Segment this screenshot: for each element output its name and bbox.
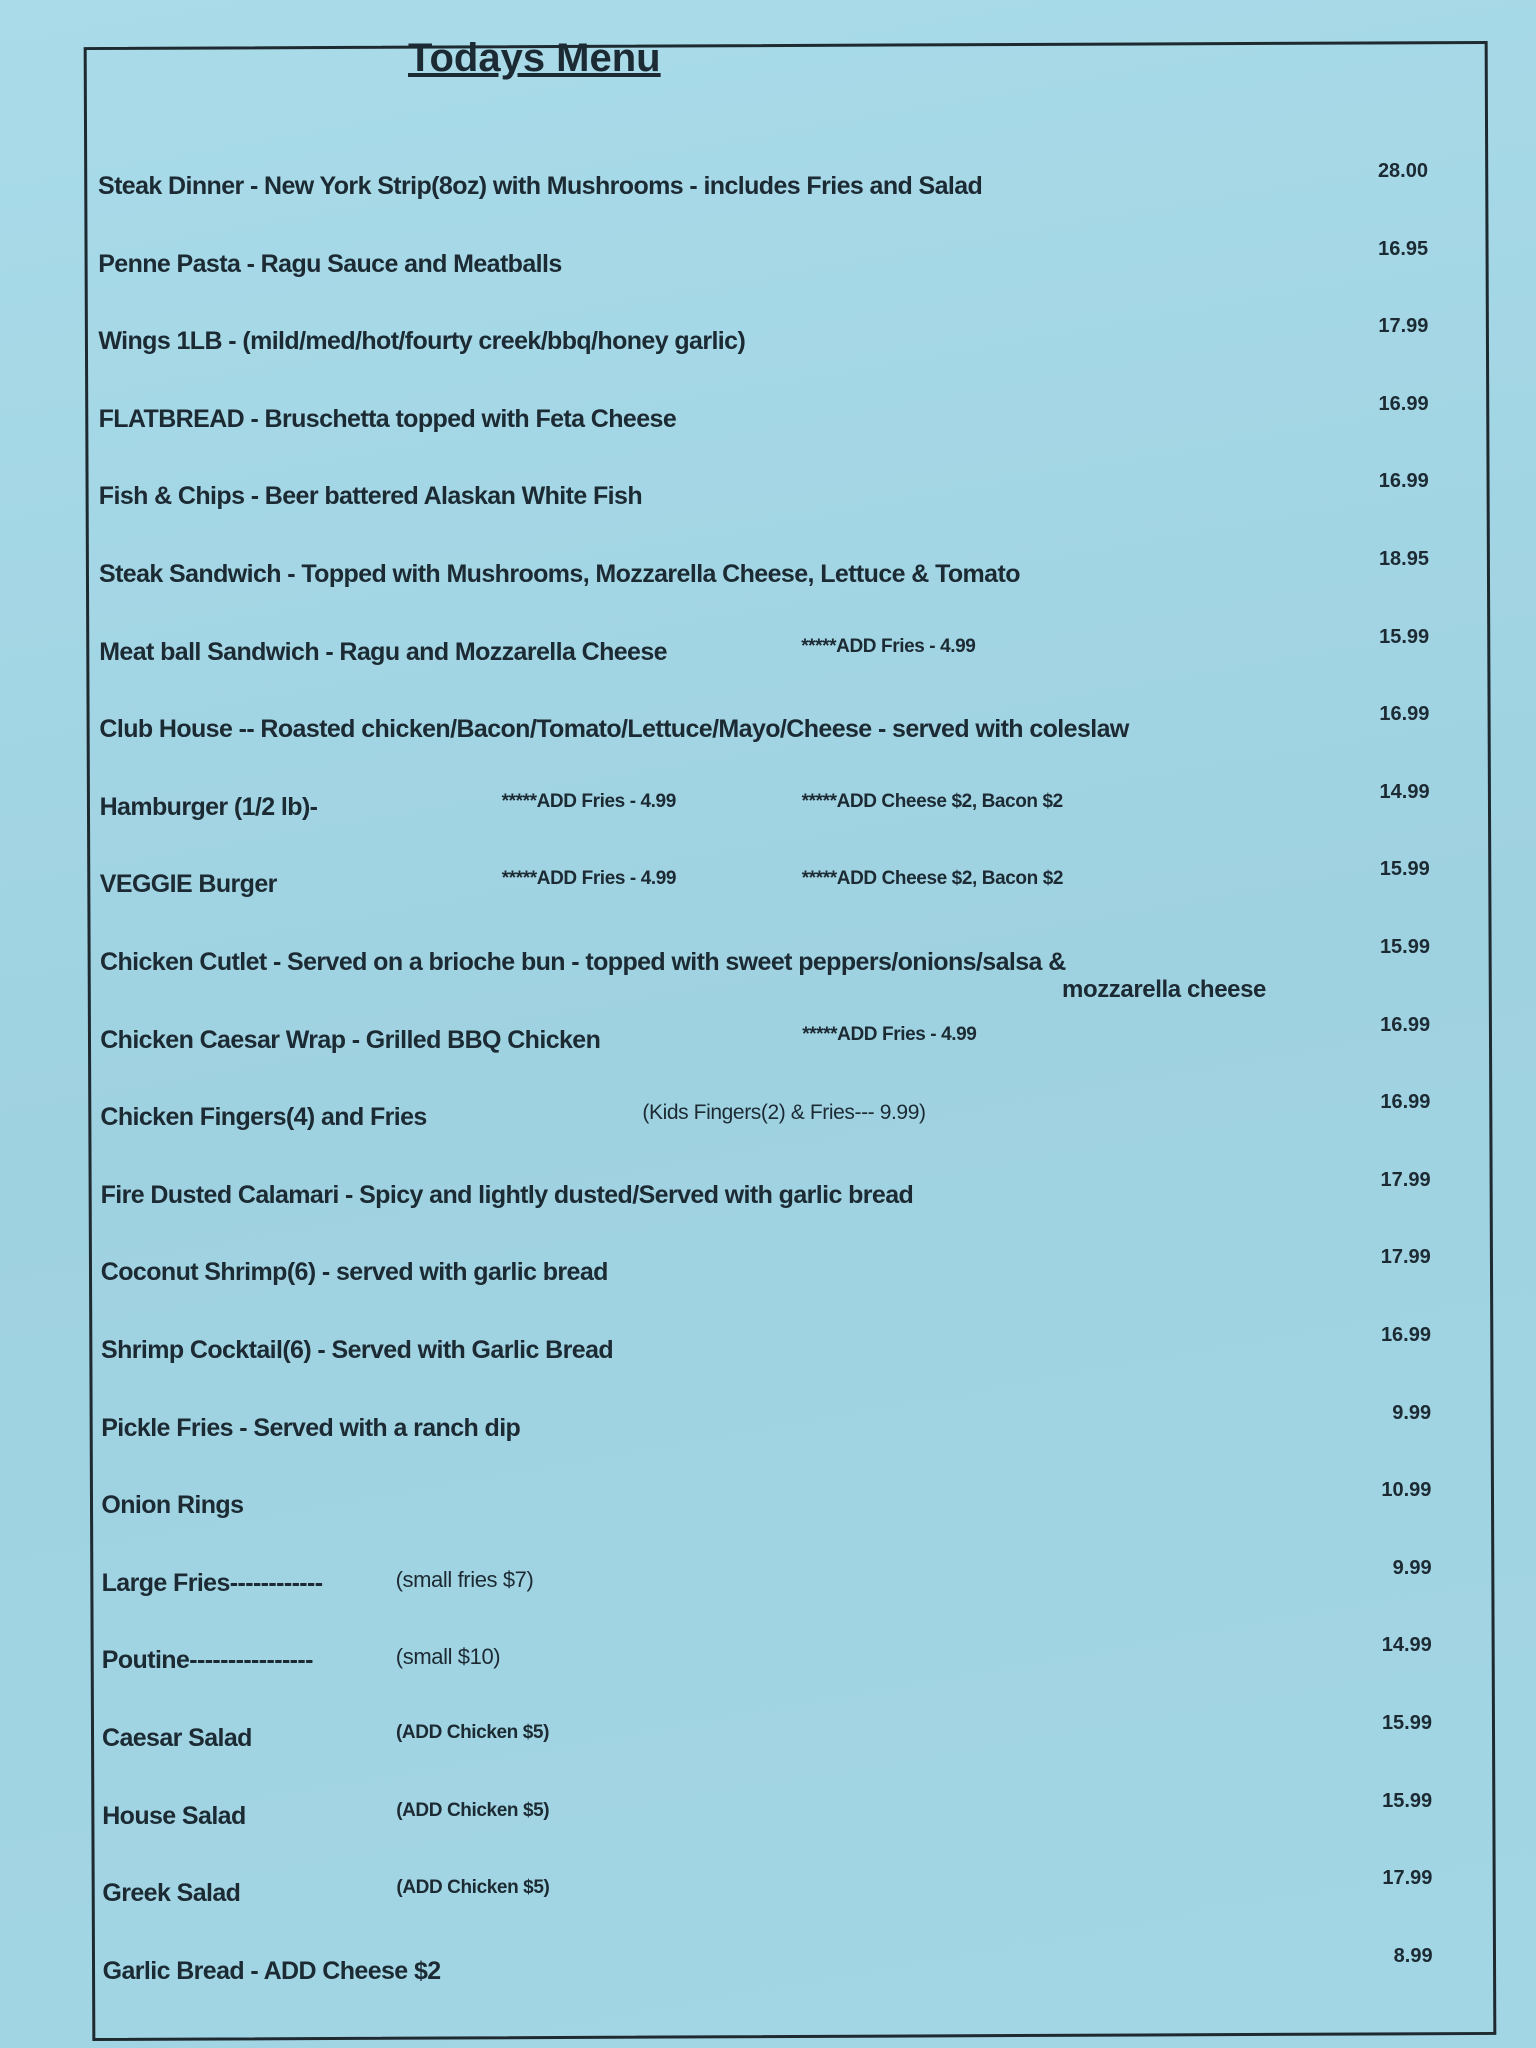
menu-item-name: Greek Salad bbox=[102, 1879, 241, 1908]
menu-item bbox=[102, 1867, 1433, 1919]
menu-item-price: 17.99 bbox=[1382, 1867, 1433, 1890]
menu-item-name: Shrimp Cocktail(6) - Served with Garlic Bread bbox=[101, 1336, 614, 1364]
menu-item-name: Hamburger (1/2 lb)- bbox=[99, 792, 318, 821]
menu-item bbox=[102, 1789, 1433, 1842]
menu-item-name: Wings 1LB - (mild/med/hot/fourty creek/bbq/honey garlic) bbox=[98, 327, 746, 356]
menu-item-name: Caesar Salad bbox=[102, 1724, 252, 1752]
menu-item-name: Meat ball Sandwich - Ragu and Mozzarella Cheese bbox=[99, 637, 667, 666]
menu-item-note: (small $10) bbox=[395, 1644, 501, 1670]
menu-item bbox=[99, 780, 1430, 833]
menu-item-note: *****ADD Fries - 4.99 bbox=[802, 1023, 977, 1045]
menu-item-note: *****ADD Cheese $2, Bacon $2 bbox=[801, 790, 1063, 812]
menu-item bbox=[98, 470, 1429, 522]
menu-item bbox=[101, 1479, 1432, 1531]
menu-item bbox=[98, 160, 1428, 212]
menu-item bbox=[99, 858, 1430, 910]
menu-item-note: mozzarella cheese bbox=[1062, 976, 1266, 1003]
menu-item bbox=[99, 548, 1429, 600]
menu-item-price: 17.99 bbox=[1380, 1168, 1431, 1191]
menu-item bbox=[100, 1013, 1431, 1066]
menu-item bbox=[101, 1324, 1431, 1376]
menu-item-name: Onion Rings bbox=[101, 1491, 244, 1520]
menu-item bbox=[98, 392, 1429, 445]
menu-item-name: Coconut Shrimp(6) - served with garlic bread bbox=[100, 1258, 608, 1287]
menu-item-price: 16.95 bbox=[1378, 237, 1429, 260]
menu-item-price: 17.99 bbox=[1378, 315, 1429, 338]
menu-item-note: (Kids Fingers(2) & Fries--- 9.99) bbox=[642, 1101, 926, 1125]
menu-item-name: Chicken Cutlet - Served on a brioche bun - topped with sweet peppers/onions/salsa & bbox=[100, 948, 1066, 976]
menu-item bbox=[100, 1246, 1431, 1298]
menu-item bbox=[100, 1168, 1431, 1221]
menu-item-name: Fire Dusted Calamari - Spicy and lightly dusted/Served with garlic bread bbox=[100, 1180, 914, 1209]
menu-item-price: 15.99 bbox=[1379, 625, 1430, 648]
menu-item-name: Large Fries------------ bbox=[101, 1568, 323, 1597]
menu-item bbox=[101, 1401, 1432, 1454]
menu-item-price: 9.99 bbox=[1392, 1401, 1432, 1424]
menu-item-name: Poutine---------------- bbox=[101, 1646, 313, 1675]
menu-item bbox=[98, 315, 1429, 367]
menu-title: Todays Menu bbox=[408, 36, 661, 80]
menu-item-note: *****ADD Fries - 4.99 bbox=[801, 635, 976, 657]
menu-item-note: (ADD Chicken $5) bbox=[396, 1877, 550, 1899]
menu-item-name: Penne Pasta - Ragu Sauce and Meatballs bbox=[98, 249, 562, 278]
menu-item-name: Club House -- Roasted chicken/Bacon/Tomato/Lettuce/Mayo/Cheese - served with coleslaw bbox=[99, 715, 1129, 744]
menu-item bbox=[102, 1712, 1432, 1764]
menu-item-price: 8.99 bbox=[1393, 1944, 1433, 1967]
menu-item bbox=[100, 936, 1430, 1003]
menu-item-price: 16.99 bbox=[1379, 703, 1430, 726]
menu-item-price: 14.99 bbox=[1381, 1634, 1432, 1657]
menu-item-name: Steak Sandwich - Topped with Mushrooms, Mozzarella Cheese, Lettuce & Tomato bbox=[99, 560, 1020, 588]
menu-item-name: VEGGIE Burger bbox=[99, 870, 277, 899]
menu-item-note: (ADD Chicken $5) bbox=[396, 1799, 550, 1821]
menu-item-name: House Salad bbox=[102, 1801, 246, 1830]
menu-item-note: *****ADD Fries - 4.99 bbox=[501, 868, 677, 890]
menu-item bbox=[99, 703, 1430, 755]
menu-item-price: 15.99 bbox=[1379, 858, 1430, 881]
menu-item-price: 10.99 bbox=[1381, 1479, 1432, 1502]
menu-item-price: 14.99 bbox=[1379, 780, 1430, 803]
menu-item bbox=[100, 1091, 1431, 1143]
menu-item bbox=[102, 1944, 1433, 1997]
menu-item-price: 17.99 bbox=[1380, 1246, 1431, 1269]
menu-item-note: (small fries $7) bbox=[395, 1566, 534, 1592]
menu-item-name: Pickle Fries - Served with a ranch dip bbox=[101, 1413, 521, 1442]
menu-item bbox=[99, 625, 1430, 678]
menu-item-price: 16.99 bbox=[1378, 392, 1429, 415]
menu-item-price: 16.99 bbox=[1380, 1324, 1431, 1346]
menu-item-name: Garlic Bread - ADD Cheese $2 bbox=[102, 1956, 441, 1985]
menu-item-price: 16.99 bbox=[1378, 470, 1429, 493]
menu-item-price: 18.95 bbox=[1378, 548, 1429, 570]
menu-item bbox=[101, 1634, 1432, 1686]
menu-item-price: 16.99 bbox=[1380, 1013, 1431, 1036]
menu-item-note: *****ADD Cheese $2, Bacon $2 bbox=[801, 868, 1064, 890]
menu-item bbox=[101, 1556, 1432, 1609]
menu-item-name: Steak Dinner - New York Strip(8oz) with Mushrooms - includes Fries and Salad bbox=[98, 172, 983, 200]
menu-item-price: 9.99 bbox=[1392, 1556, 1432, 1579]
menu-item bbox=[98, 237, 1429, 290]
menu-item-name: Fish & Chips - Beer battered Alaskan White Fish bbox=[98, 482, 642, 511]
menu-item-name: Chicken Caesar Wrap - Grilled BBQ Chicken bbox=[100, 1025, 601, 1054]
menu-item-note: *****ADD Fries - 4.99 bbox=[501, 790, 676, 812]
menu-item-price: 16.99 bbox=[1380, 1091, 1431, 1114]
menu-item-price: 28.00 bbox=[1377, 160, 1428, 182]
menu-item-price: 15.99 bbox=[1382, 1789, 1433, 1812]
menu-item-note: (ADD Chicken $5) bbox=[396, 1722, 550, 1743]
menu-item-price: 15.99 bbox=[1381, 1712, 1432, 1734]
menu-item-name: FLATBREAD - Bruschetta topped with Feta Cheese bbox=[98, 404, 677, 433]
menu-item-name: Chicken Fingers(4) and Fries bbox=[100, 1103, 427, 1132]
menu-item-price: 15.99 bbox=[1379, 936, 1430, 958]
